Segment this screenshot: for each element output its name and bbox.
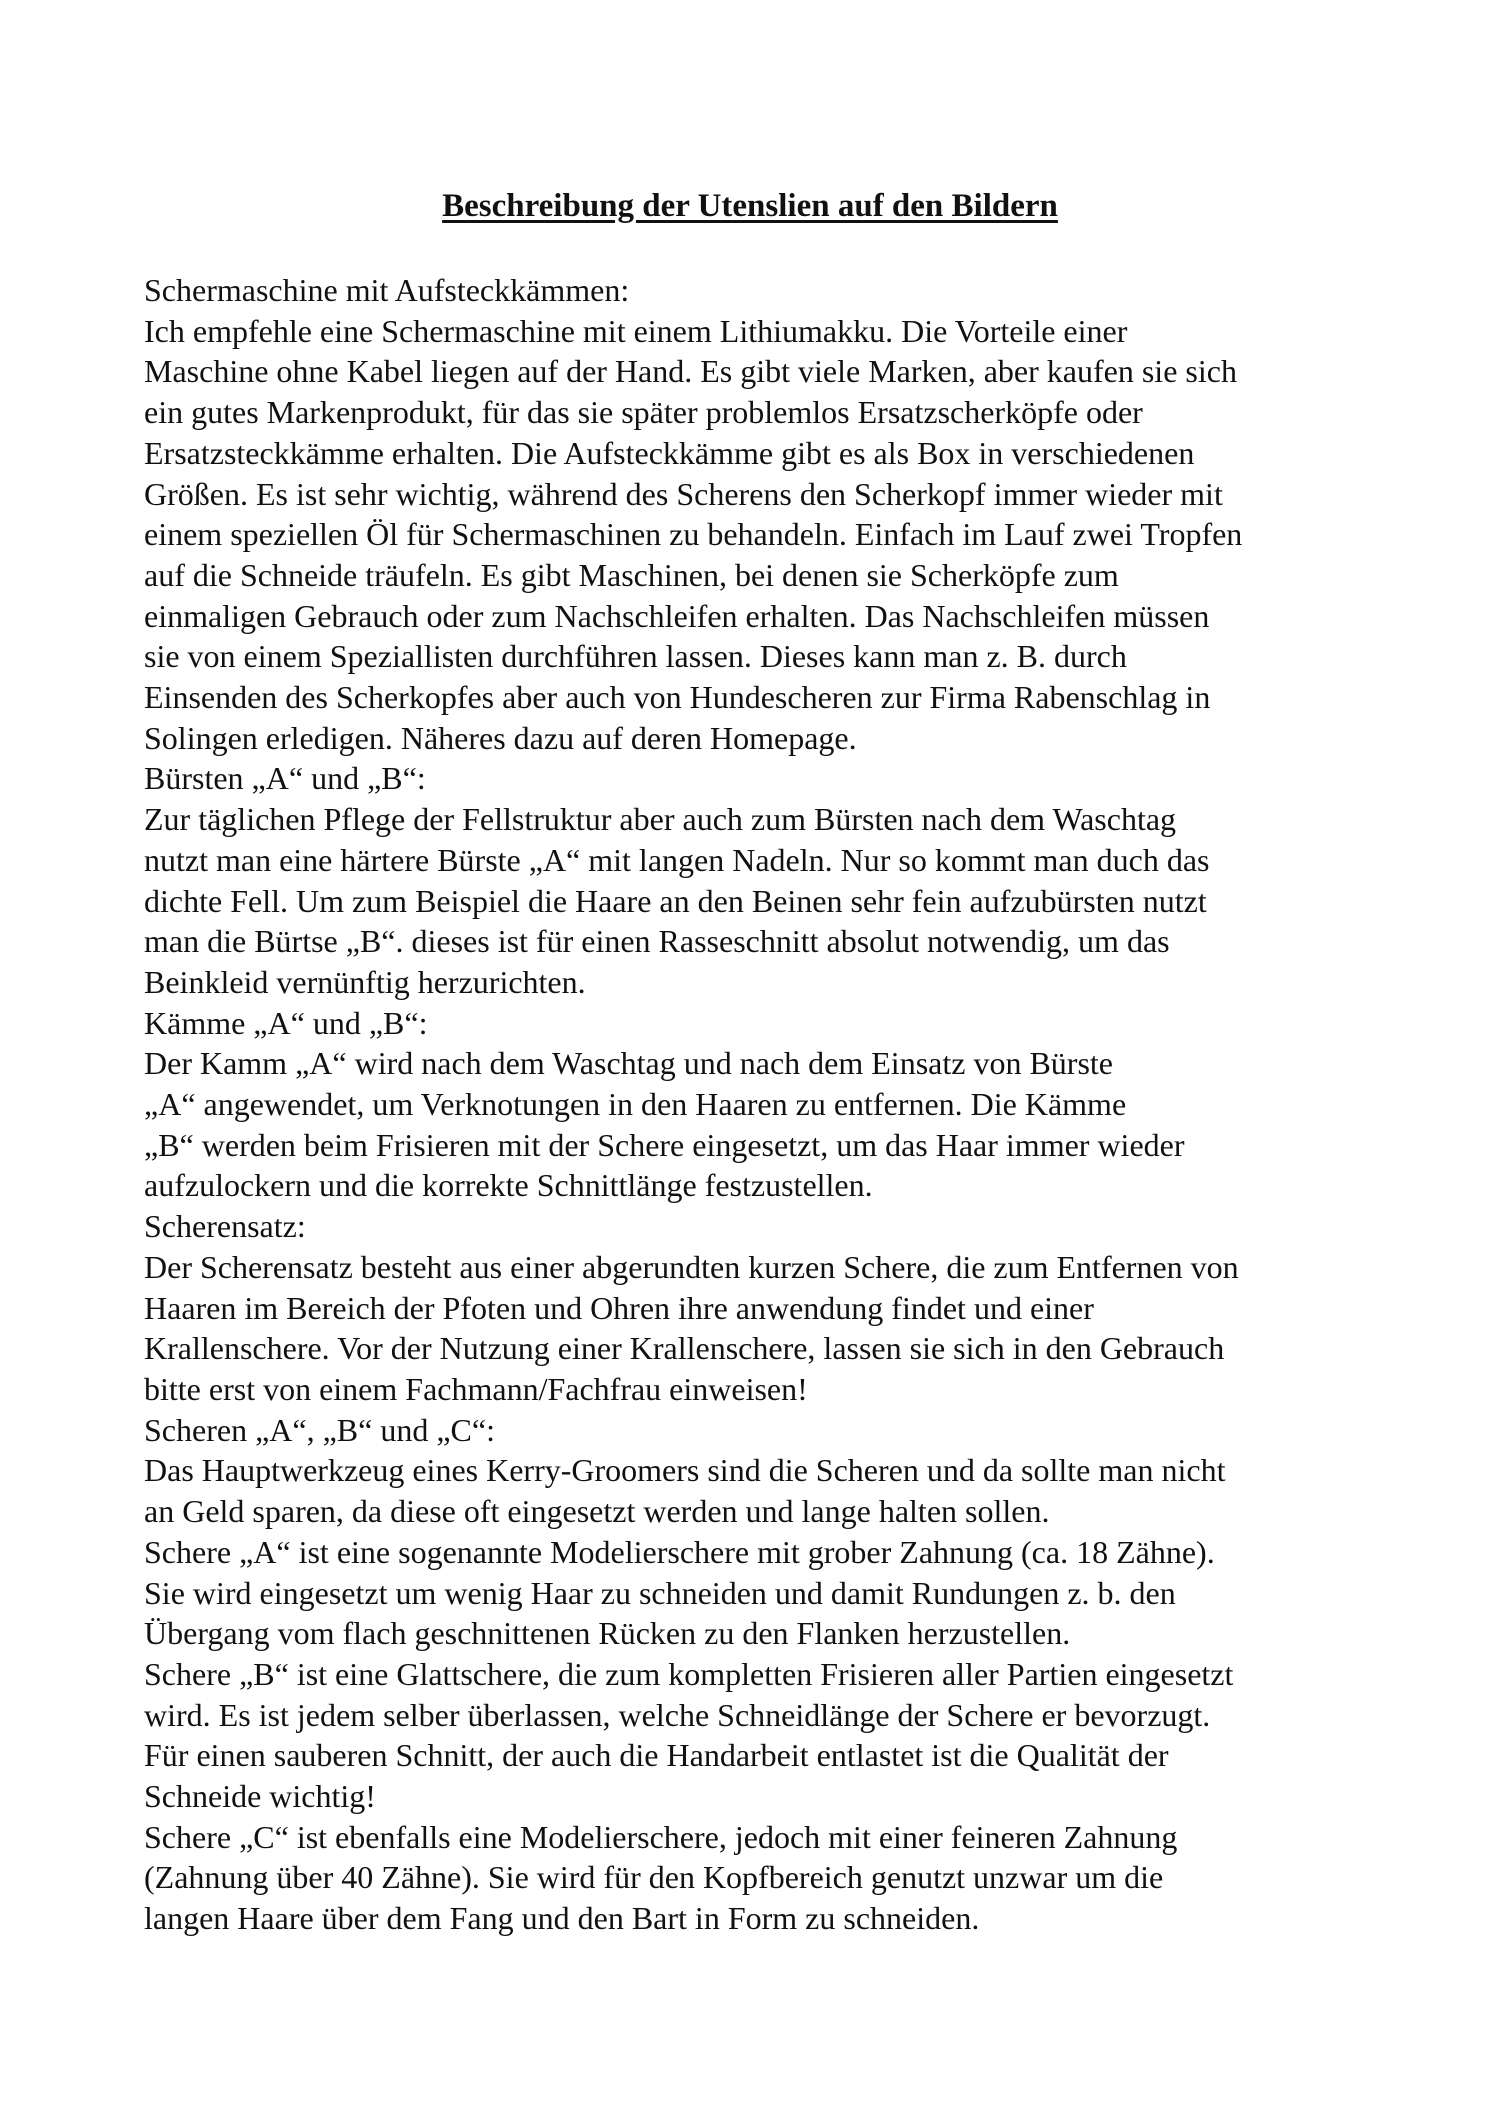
text-line: Der Scherensatz besteht aus einer abgerundten kurzen Schere, die zum Entfernen von <box>144 1248 1239 1285</box>
text-line: Übergang vom flach geschnittenen Rücken zu den Flanken herzustellen. <box>144 1615 1071 1652</box>
document-title: Beschreibung der Utenslien auf den Bildern <box>442 188 1058 224</box>
text-line: „A“ angewendet, um Verknotungen in den Haaren zu entfernen. Die Kämme <box>144 1086 1127 1123</box>
text-line: Schneide wichtig! <box>144 1778 376 1815</box>
text-line: Schere „A“ ist eine sogenannte Modelierschere mit grober Zahnung (ca. 18 Zähne). <box>144 1533 1215 1570</box>
text-line: nutzt man eine härtere Bürste „A“ mit langen Nadeln. Nur so kommt man duch das <box>144 841 1210 878</box>
text-line: langen Haare über dem Fang und den Bart in Form zu schneiden. <box>144 1900 980 1937</box>
text-line: bitte erst von einem Fachmann/Fachfrau einweisen! <box>144 1370 808 1407</box>
text-line: Ersatzsteckkämme erhalten. Die Aufsteckkämme gibt es als Box in verschiedenen <box>144 434 1195 471</box>
text-line: Ich empfehle eine Schermaschine mit einem Lithiumakku. Die Vorteile einer <box>144 312 1128 349</box>
text-line: einmaligen Gebrauch oder zum Nachschleifen erhalten. Das Nachschleifen müssen <box>144 597 1210 634</box>
text-line: dichte Fell. Um zum Beispiel die Haare an den Beinen sehr fein aufzubürsten nutzt <box>144 882 1207 919</box>
text-line: Schere „C“ ist ebenfalls eine Modelierschere, jedoch mit einer feineren Zahnung <box>144 1818 1178 1855</box>
text-line: Scherensatz: <box>144 1208 306 1245</box>
text-line: Bürsten „A“ und „B“: <box>144 760 426 797</box>
text-line: Einsenden des Scherkopfes aber auch von Hundescheren zur Firma Rabenschlag in <box>144 679 1211 716</box>
text-line: auf die Schneide träufeln. Es gibt Maschinen, bei denen sie Scherköpfe zum <box>144 556 1119 593</box>
text-line: Größen. Es ist sehr wichtig, während des Scherens den Scherkopf immer wieder mit <box>144 475 1223 512</box>
text-line: Zur täglichen Pflege der Fellstruktur aber auch zum Bürsten nach dem Waschtag <box>144 801 1177 838</box>
text-line: Schermaschine mit Aufsteckkämmen: <box>144 272 630 308</box>
text-line: Sie wird eingesetzt um wenig Haar zu schneiden und damit Rundungen z. b. den <box>144 1574 1176 1611</box>
text-line: sie von einem Speziallisten durchführen lassen. Dieses kann man z. B. durch <box>144 638 1127 675</box>
text-line: Solingen erledigen. Näheres dazu auf deren Homepage. <box>144 719 857 756</box>
text-line: Krallenschere. Vor der Nutzung einer Krallenschere, lassen sie sich in den Gebrauch <box>144 1330 1225 1367</box>
text-line: einem speziellen Öl für Schermaschinen zu behandeln. Einfach im Lauf zwei Tropfen <box>144 516 1243 553</box>
text-line: man die Bürtse „B“. dieses ist für einen Rasseschnitt absolut notwendig, um das <box>144 923 1170 960</box>
text-line: an Geld sparen, da diese oft eingesetzt werden und lange halten sollen. <box>144 1493 1050 1530</box>
text-line: Maschine ohne Kabel liegen auf der Hand. Es gibt viele Marken, aber kaufen sie sich <box>144 353 1237 390</box>
text-line: aufzulockern und die korrekte Schnittlänge festzustellen. <box>144 1167 873 1204</box>
text-line: wird. Es ist jedem selber überlassen, welche Schneidlänge der Schere er bevorzugt. <box>144 1696 1211 1733</box>
text-line: Für einen sauberen Schnitt, der auch die Handarbeit entlastet ist die Qualität der <box>144 1737 1169 1774</box>
text-line: Kämme „A“ und „B“: <box>144 1004 428 1041</box>
text-line: „B“ werden beim Frisieren mit der Schere eingesetzt, um das Haar immer wieder <box>144 1126 1185 1163</box>
text-line: (Zahnung über 40 Zähne). Sie wird für den Kopfbereich genutzt unzwar um die <box>144 1859 1164 1896</box>
document-body <box>144 270 1394 1939</box>
text-line: Der Kamm „A“ wird nach dem Waschtag und nach dem Einsatz von Bürste <box>144 1045 1113 1082</box>
text-line: Schere „B“ ist eine Glattschere, die zum kompletten Frisieren aller Partien eingesetzt <box>144 1655 1234 1692</box>
text-line: Scheren „A“, „B“ und „C“: <box>144 1411 495 1448</box>
text-line: Beinkleid vernünftig herzurichten. <box>144 963 586 1000</box>
text-line: Haaren im Bereich der Pfoten und Ohren ihre anwendung findet und einer <box>144 1289 1094 1326</box>
text-line: Das Hauptwerkzeug eines Kerry-Groomers sind die Scheren und da sollte man nicht <box>144 1452 1226 1489</box>
text-line: ein gutes Markenprodukt, für das sie später problemlos Ersatzscherköpfe oder <box>144 394 1143 431</box>
